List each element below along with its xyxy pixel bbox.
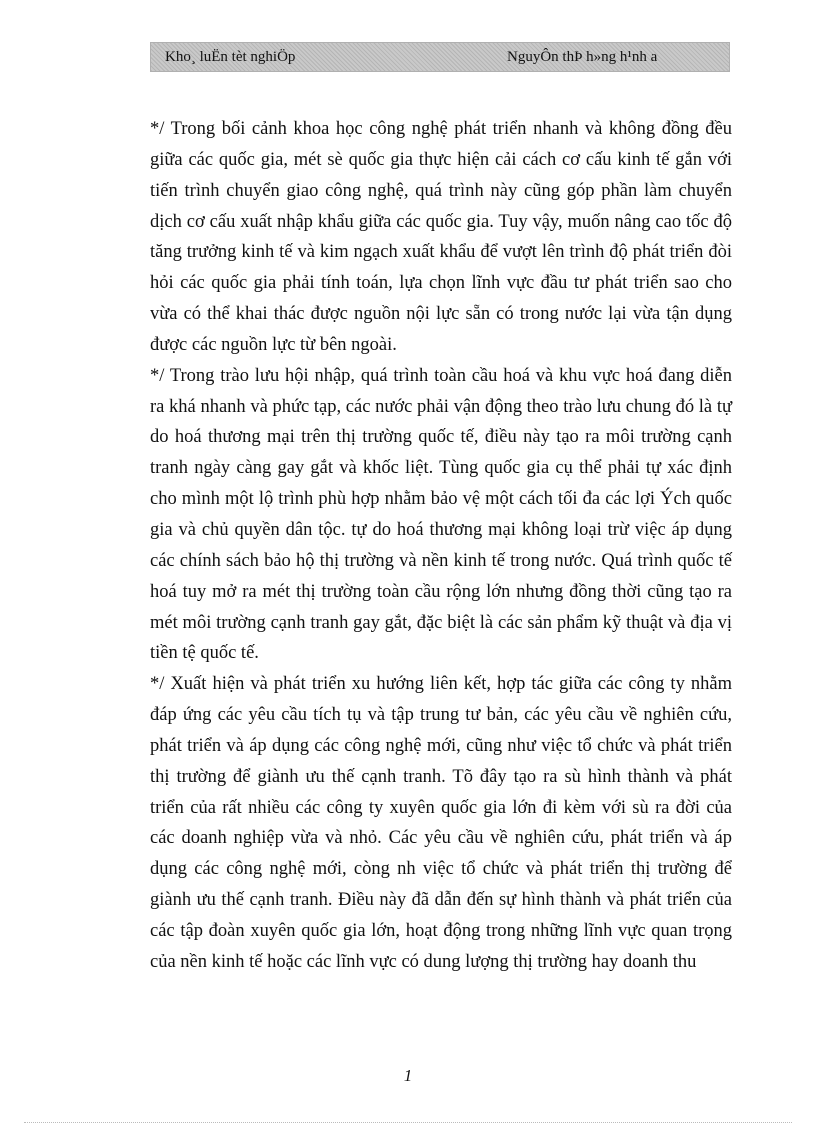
header-author-name: NguyÔn thÞ h»ng h¹nh a — [507, 49, 658, 65]
header-thesis-title: Kho¸ luËn tèt nghiÖp — [165, 49, 296, 65]
running-header — [150, 42, 730, 72]
page-number: 1 — [403, 1066, 413, 1085]
body-text — [150, 114, 732, 978]
paragraph-2: */ Trong trào lưu hội nhập, quá trình toàn cầu hoá và khu vực hoá đang diễn ra khá nhanh và phức tạp, các nước phải vận động theo trào lưu chung đó là tự do hoá thương mại trên thị trường quốc tế, điều này tạo ra môi trường cạnh tranh ngày càng gay gắt và khốc liệt. Tùng quốc gia cụ thể phải tự xác định cho mình một lộ trình phù hợp nhằm bảo vệ một cách tối đa các lợi Ých quốc gia và chủ quyền dân tộc. tự do hoá thương mại không loại trừ việc áp dụng các chính sách bảo hộ thị trường và nền kinh tế trong nước. Quá trình quốc tế hoá tuy mở ra mét thị trường toàn cầu rộng lớn nhưng đồng thời cũng tạo ra mét môi trường cạnh tranh gay gắt, đặc biệt là các sản phẩm kỹ thuật và địa vị tiền tệ quốc tế. — [150, 365, 732, 664]
paragraph-1: */ Trong bối cảnh khoa học công nghệ phát triển nhanh và không đồng đều giữa các quốc gia, mét sè quốc gia thực hiện cải cách cơ cấu kinh tế gắn với tiến trình chuyển giao công nghệ, quá trình này cũng góp phần làm chuyển dịch cơ cấu xuất nhập khẩu giữa các quốc gia. Tuy vậy, muốn nâng cao tốc độ tăng trưởng kinh tế và kim ngạch xuất khẩu để vượt lên trình độ phát triển đòi hỏi các quốc gia phải tính toán, lựa chọn lĩnh vực đầu tư phát triển sao cho vừa có thể khai thác được nguồn nội lực sẵn có trong nước lại vừa tận dụng được các nguồn lực từ bên ngoài. — [150, 119, 732, 355]
paragraph-3: */ Xuất hiện và phát triển xu hướng liên kết, hợp tác giữa các công ty nhằm đáp ứng các yêu cầu tích tụ và tập trung tư bản, các yêu cầu về nghiên cứu, phát triển và áp dụng các công nghệ mới, cũng như việc tổ chức và phát triển thị trường để giành ưu thế cạnh tranh. Tõ đây tạo ra sù hình thành và phát triển của rất nhiều các công ty xuyên quốc gia lớn đi kèm với sù ra đời của các doanh nghiệp vừa và nhỏ. Các yêu cầu về nghiên cứu, phát triển và áp dụng các công nghệ mới, còng nh việc tổ chức và phát triển thị trường để giành ưu thế cạnh tranh. Điều này đã dẫn đến sự hình thành và phát triển của các tập đoàn xuyên quốc gia lớn, hoạt động trong những lĩnh vực quan trọng của nền kinh tế hoặc các lĩnh vực có dung lượng thị trường hay doanh thu — [150, 674, 732, 972]
